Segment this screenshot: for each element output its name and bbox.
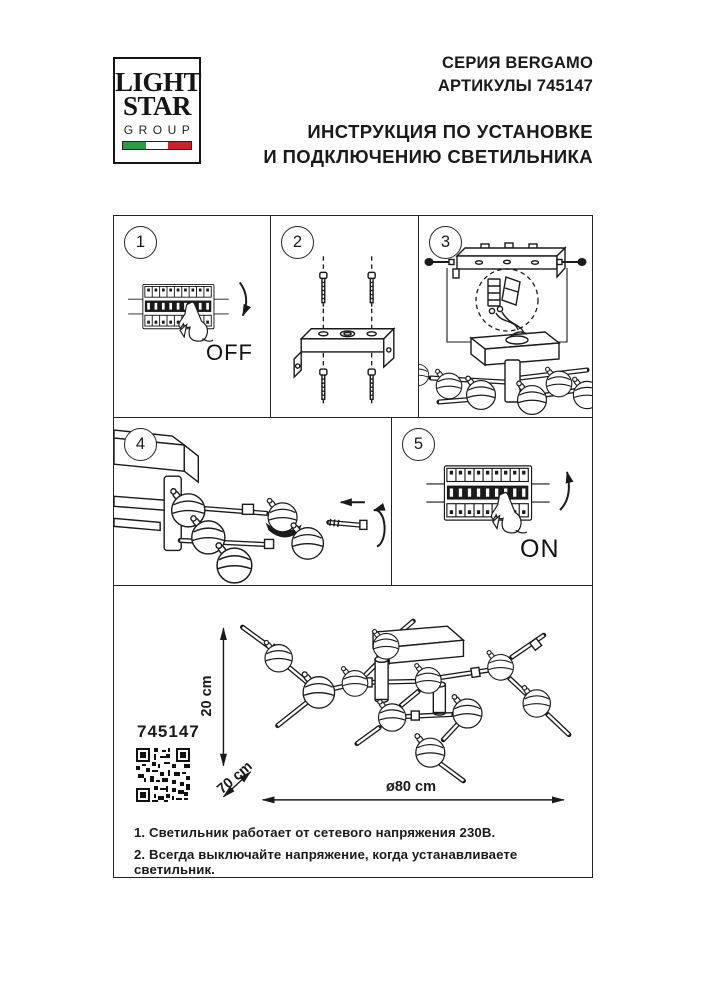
instruction-grid (113, 215, 593, 878)
stem-cylinder (375, 654, 388, 702)
lightstar-logo (113, 57, 201, 164)
step-5-panel (392, 418, 592, 585)
rotate-arrow-icon (374, 510, 385, 546)
lamp-sphere (419, 360, 429, 385)
series-label: СЕРИЯ BERGAMO (442, 54, 593, 72)
step-1-number: 1 (124, 226, 157, 259)
lamp-sphere (486, 650, 513, 680)
lamp-sphere (451, 694, 482, 728)
step-3-number: 3 (429, 226, 462, 259)
note-1: 1. Светильник работает от сетевого напряжения 230В. (134, 825, 496, 840)
wiring-detail-magnifier (476, 269, 538, 334)
lamp-sphere (263, 640, 292, 672)
lamp-sphere (301, 671, 334, 708)
step-4-panel (114, 418, 392, 585)
screw-icon (368, 272, 375, 306)
height-dimension-label: 20 cm (199, 675, 215, 717)
detached-rod (329, 519, 367, 530)
lamp-sphere (516, 380, 547, 414)
on-label: ON (520, 535, 560, 563)
lamp-sphere (414, 733, 445, 767)
step-3-panel (419, 216, 592, 417)
lamp-sphere (435, 368, 462, 398)
lamp-sphere (521, 685, 550, 717)
side-screw-icon (425, 258, 455, 266)
qr-code (134, 746, 192, 804)
page-title (263, 120, 593, 169)
step-1-panel (114, 216, 271, 417)
step-2-number: 2 (281, 226, 314, 259)
lamp-sphere (215, 542, 252, 583)
side-screw-icon (557, 258, 587, 266)
switch-down-arrow-icon (240, 282, 246, 315)
lamp-sphere (572, 376, 592, 408)
note-2: 2. Всегда выключайте напряжение, когда устанавливаете светильник. (134, 847, 518, 877)
switch-up-arrow-icon (560, 472, 569, 510)
lamp-sphere (290, 522, 323, 559)
logo-word-group: GROUP (123, 123, 196, 137)
logo-word-light: LIGHT (115, 67, 202, 97)
diameter-dimension-label: ø80 cm (386, 779, 436, 795)
article-number: 745147 (137, 722, 200, 741)
lamp-sphere (414, 663, 441, 693)
screw-icon (320, 272, 327, 306)
logo-word-star: STAR (122, 91, 192, 121)
screw-icon (368, 369, 375, 403)
title-line-2: И ПОДКЛЮЧЕНИЮ СВЕТИЛЬНИКА (263, 145, 593, 167)
step-2-panel (271, 216, 419, 417)
step-5-number: 5 (402, 428, 435, 461)
lamp-sphere (341, 666, 368, 696)
step-4-number: 4 (124, 428, 157, 461)
off-label: OFF (206, 340, 253, 365)
dimensions-panel (114, 586, 592, 877)
italian-flag-bar (122, 141, 192, 150)
screw-icon (320, 369, 327, 403)
depth-dimension-label: 70 cm (214, 758, 256, 798)
title-line-1: ИНСТРУКЦИЯ ПО УСТАНОВКЕ (307, 121, 593, 142)
series-block (438, 52, 593, 98)
article-label: АРТИКУЛЫ 745147 (437, 77, 593, 95)
